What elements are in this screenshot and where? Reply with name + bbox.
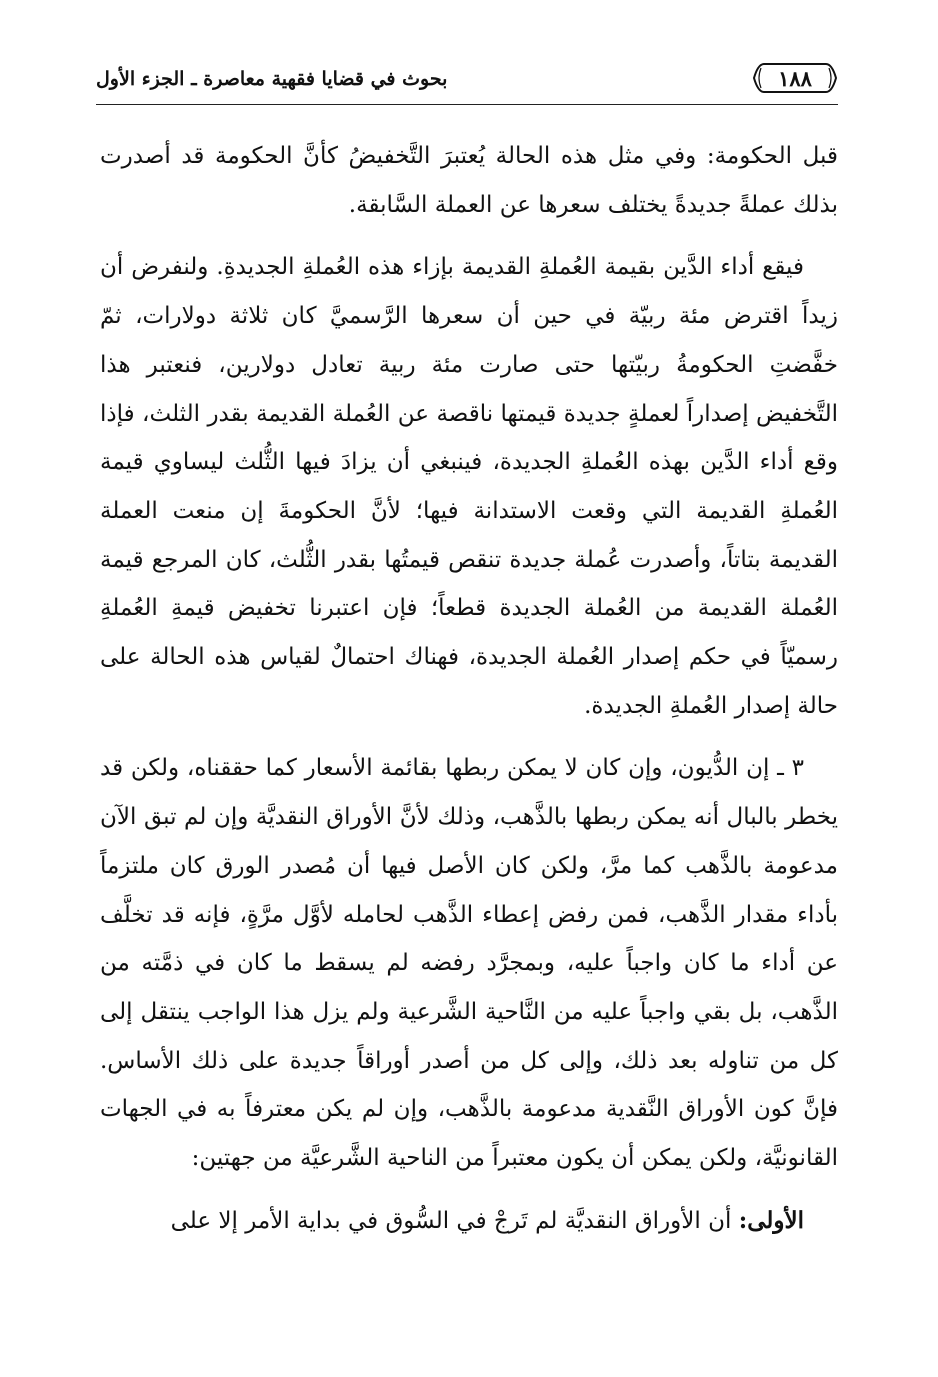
page-number: ١٨٨: [778, 66, 812, 91]
body-text: [100, 132, 838, 1259]
paragraph-4: [100, 1197, 838, 1246]
paragraph-3: ٣ ـ إن الدُّيون، وإن كان لا يمكن ربطها بقائمة الأسعار كما حققناه، ولكن قد يخطر بالبال أنه يمكن ربطها بالذَّهب، وذلك لأنَّ الأوراق النقديَّة وإن لم تبق الآن مدعومة بالذَّهب كما مرَّ، ولكن كان الأصل فيها أن مُصدر الورق كان ملتزماً بأداء مقدار الذَّهب، فمن رفض إعطاء الذَّهب لحامله لأوَّل مرَّةٍ، فإنه قد تخلَّف عن أداء ما كان واجباً عليه، وبمجرَّد رفضه لم يسقط ما كان في ذمَّته من الذَّهب، بل بقي واجباً عليه من النَّاحية الشَّرعية ولم يزل هذا الواجب ينتقل إلى كل من تناوله بعد ذلك، وإلى كل من أصدر أوراقاً جديدة على ذلك الأساس. فإنَّ كون الأوراق النَّقدية مدعومة بالذَّهب، وإن لم يكن معترفاً به في الجهات القانونيَّة، ولكن يمكن أن يكون معتبراً من الناحية الشَّرعيَّة من جهتين:: [100, 755, 838, 1172]
page-number-badge: [752, 62, 838, 94]
paragraph-4-lead: الأولى:: [738, 1206, 804, 1234]
paragraph-4-text: أن الأوراق النقديَّة لم تَرجْ في السُّوق في بداية الأمر إلا على: [170, 1207, 739, 1234]
paragraph-2: فيقع أداء الدَّين بقيمة العُملةِ القديمة بإزاء هذه العُملةِ الجديدةِ. ولنفرض أن زيداً اقترض مئة ربيّة في حين أن سعرها الرَّسميَّ كان ثلاثة دولارات، ثمّ خفَّضتِ الحكومةُ ربيّتها حتى صارت مئة ربية تعادل دولارين، فنعتبر هذا التَّخفيض إصداراً لعملةٍ جديدة قيمتها ناقصة عن العُملة القديمة بقدر الثلث، فإذا وقع أداء الدَّين بهذه العُملةِ الجديدة، فينبغي أن يزادَ فيها الثُّلث ليساوي قيمة العُملةِ القديمة التي وقعت الاستدانة فيها؛ لأنَّ الحكومةَ إن منعت العملة القديمة بتاتاً، وأصدرت عُملة جديدة تنقص قيمتُها بقدر الثُّلث، كان المرجع قيمة العُملة القديمة من العُملة الجديدة قطعاً؛ فإن اعتبرنا تخفيض قيمةِ العُملةِ رسميّاً في حكم إصدار العُملة الجديدة، فهناك احتمالٌ لقياس هذه الحالة على حالة إصدار العُملةِ الجديدة.: [100, 254, 838, 719]
paragraph-1: قبل الحكومة: وفي مثل هذه الحالة يُعتبرَ التَّخفيضُ كأنَّ الحكومة قد أصدرت بذلك عملةً جديدةً يختلف سعرها عن العملة السَّابقة.: [100, 143, 838, 218]
running-title: بحوث في قضايا فقهية معاصرة ـ الجزء الأول: [96, 68, 448, 90]
page-header: [96, 58, 838, 102]
header-divider: [96, 104, 838, 105]
